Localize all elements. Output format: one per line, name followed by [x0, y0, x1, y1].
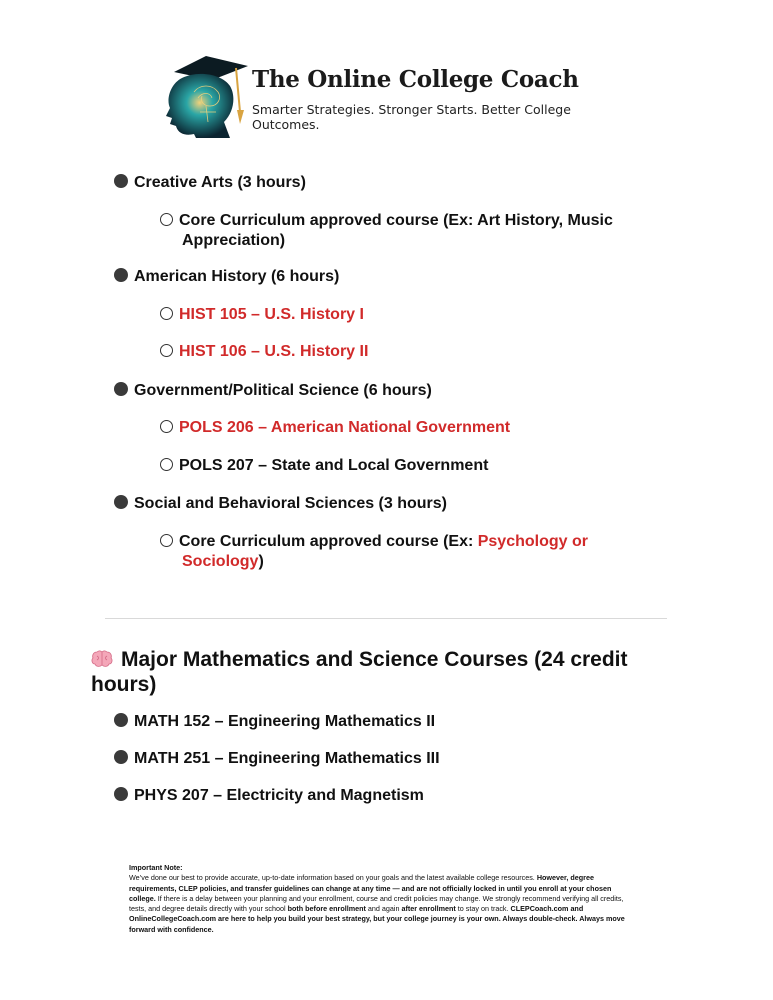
filled-bullet-icon — [114, 268, 128, 282]
list-item-social-behavioral: Social and Behavioral Sciences (3 hours) — [114, 494, 447, 514]
sublist-item: Core Curriculum approved course (Ex: Psychology or Sociology) — [160, 532, 588, 572]
note-label: Important Note: — [129, 863, 183, 872]
brand-tagline: Smarter Strategies. Stronger Starts. Better College Outcomes. — [252, 102, 571, 132]
filled-bullet-icon — [114, 787, 128, 801]
list-item-government: Government/Political Science (6 hours) — [114, 381, 432, 401]
sublist-item: HIST 105 – U.S. History I — [160, 305, 364, 325]
filled-bullet-icon — [114, 174, 128, 188]
graduate-head-brain-logo — [160, 52, 248, 138]
important-note: Important Note: We’ve done our best to provide accurate, up-to-date information based on your goals and the latest available college resources. However, degree requirements, CLEP policies, and transfer guidelines can change at any time — and are not officially locked in until you enroll at your chosen college. If there is a delay between your planning and your enrollment, course and credit policies may change. We strongly recommend verifying all credits, tests, and degree details directly with your school both before enrollment and again after enrollment to stay on track. CLEPCoach.com and OnlineCollegeCoach.com are here to help you build your best strategy, but your college journey is your own. Always double-check. Always move forward with confidence. — [129, 863, 639, 935]
hollow-bullet-icon — [160, 344, 173, 357]
hollow-bullet-icon — [160, 534, 173, 547]
list-item-course: MATH 152 – Engineering Mathematics II — [114, 712, 435, 732]
filled-bullet-icon — [114, 495, 128, 509]
list-item-course: MATH 251 – Engineering Mathematics III — [114, 749, 440, 769]
hollow-bullet-icon — [160, 213, 173, 226]
sublist-item: POLS 207 – State and Local Government — [160, 456, 488, 476]
filled-bullet-icon — [114, 382, 128, 396]
list-item-american-history: American History (6 hours) — [114, 267, 339, 287]
brain-icon — [91, 650, 113, 668]
hollow-bullet-icon — [160, 420, 173, 433]
section-heading-major: Major Mathematics and Science Courses (24 credit hours) — [91, 648, 628, 696]
list-item-course: PHYS 207 – Electricity and Magnetism — [114, 786, 424, 806]
horizontal-divider — [105, 618, 667, 619]
hollow-bullet-icon — [160, 307, 173, 320]
filled-bullet-icon — [114, 713, 128, 727]
hollow-bullet-icon — [160, 458, 173, 471]
sublist-item: Core Curriculum approved course (Ex: Art History, Music Appreciation) — [160, 211, 613, 251]
list-item-creative-arts: Creative Arts (3 hours) — [114, 173, 306, 193]
filled-bullet-icon — [114, 750, 128, 764]
sublist-item: POLS 206 – American National Government — [160, 418, 510, 438]
brand-header — [160, 52, 640, 142]
brand-title: The Online College Coach — [252, 66, 579, 93]
sublist-item: HIST 106 – U.S. History II — [160, 342, 368, 362]
